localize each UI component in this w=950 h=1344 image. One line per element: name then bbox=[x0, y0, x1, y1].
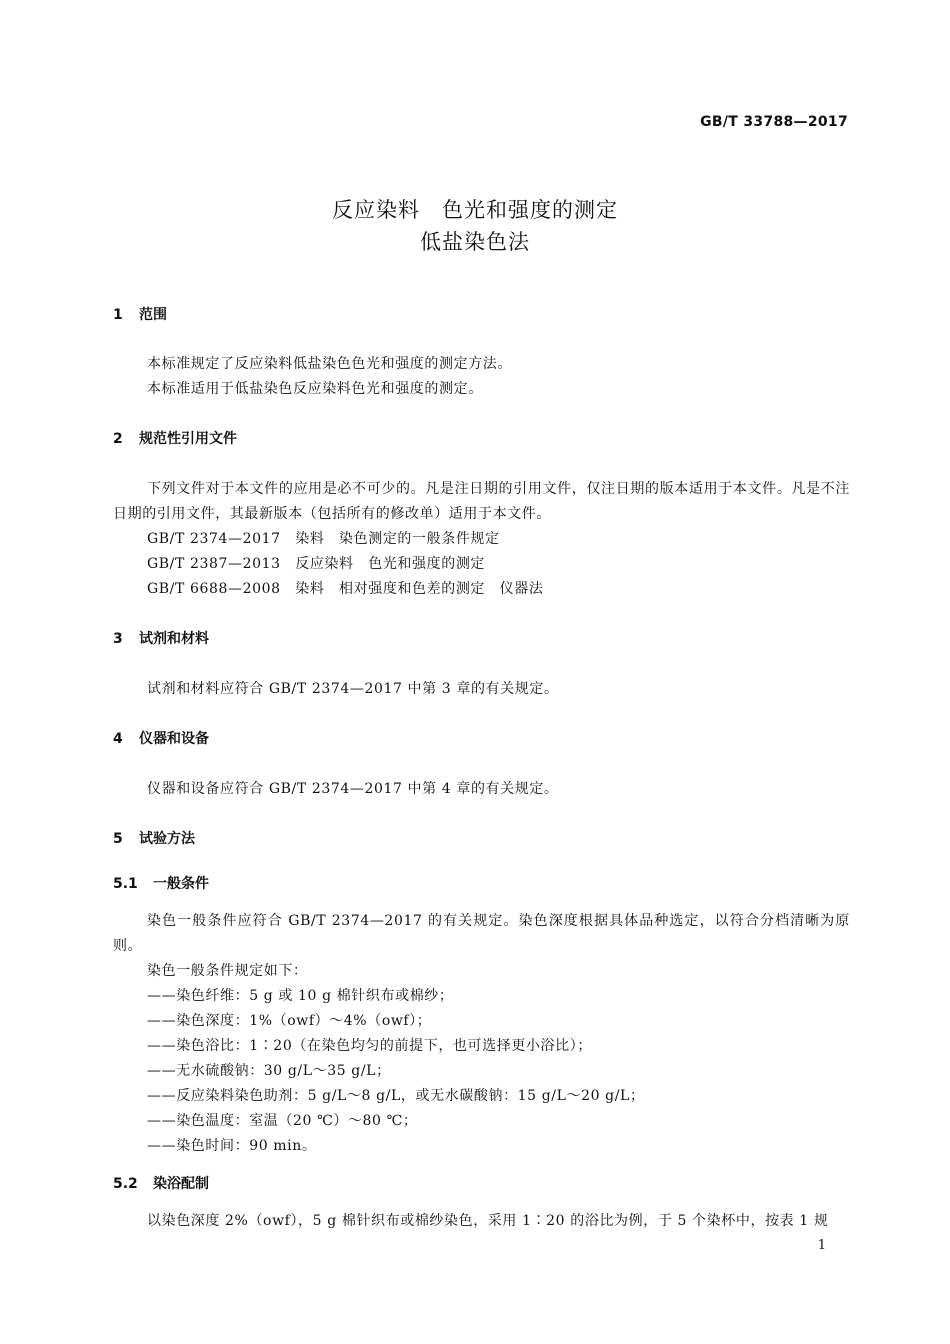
paragraph: 下列文件对于本文件的应用是必不可少的。凡是注日期的引用文件，仅注日期的版本适用于本文件。凡是不注日期的引用文件，其最新版本（包括所有的修改单）适用于本文件。 bbox=[113, 481, 850, 522]
section-3-body bbox=[113, 677, 850, 702]
list-item: ——染色深度：1%（owf）～4%（owf）； bbox=[147, 1013, 432, 1029]
document-title bbox=[0, 194, 950, 258]
paragraph: 染色一般条件规定如下： bbox=[147, 963, 308, 979]
section-title: 规范性引用文件 bbox=[139, 431, 237, 447]
section-3-heading bbox=[113, 629, 850, 649]
paragraph: 以染色深度 2%（owf），5 g 棉针织布或棉纱染色，采用 1∶20 的浴比为例，于 5 个染杯中，按表 1 规 bbox=[147, 1213, 829, 1229]
page-number: 1 bbox=[817, 1238, 826, 1253]
section-number: 5 bbox=[113, 831, 123, 847]
paragraph: 本标准适用于低盐染色反应染料色光和强度的测定。 bbox=[147, 381, 483, 397]
section-1-heading bbox=[113, 305, 850, 325]
section-5-2-heading bbox=[113, 1174, 850, 1194]
paragraph: 本标准规定了反应染料低盐染色色光和强度的测定方法。 bbox=[147, 356, 512, 372]
list-item: ——染色温度：室温（20 ℃）～80 ℃； bbox=[147, 1113, 418, 1129]
section-5-1-heading bbox=[113, 874, 850, 894]
section-2-body bbox=[113, 477, 850, 602]
list-item: ——反应染料染色助剂：5 g/L～8 g/L，或无水碳酸钠：15 g/L～20 g/L； bbox=[147, 1088, 645, 1104]
title-line-1: 反应染料 色光和强度的测定 bbox=[332, 198, 618, 222]
section-title: 一般条件 bbox=[153, 876, 209, 892]
list-item: ——染色纤维：5 g 或 10 g 棉针织布或棉纱； bbox=[147, 988, 454, 1004]
section-4-heading bbox=[113, 729, 850, 749]
section-2-heading bbox=[113, 429, 850, 449]
section-title: 试剂和材料 bbox=[139, 631, 209, 647]
standard-number-header: GB/T 33788—2017 bbox=[700, 114, 848, 130]
section-1-body bbox=[113, 352, 850, 402]
paragraph: 染色一般条件应符合 GB/T 2374—2017 的有关规定。染色深度根据具体品种选定，以符合分档清晰为原则。 bbox=[113, 913, 850, 954]
section-number: 2 bbox=[113, 431, 123, 447]
section-title: 试验方法 bbox=[139, 831, 195, 847]
reference-item: GB/T 2387—2013 反应染料 色光和强度的测定 bbox=[147, 556, 486, 572]
reference-item: GB/T 6688—2008 染料 相对强度和色差的测定 仪器法 bbox=[147, 581, 544, 597]
section-5-2-body bbox=[113, 1209, 850, 1234]
section-title: 范围 bbox=[139, 307, 167, 323]
title-line-2: 低盐染色法 bbox=[420, 230, 530, 254]
section-4-body bbox=[113, 777, 850, 802]
section-5-1-body bbox=[113, 909, 850, 1159]
list-item: ——染色浴比：1∶20（在染色均匀的前提下，也可选择更小浴比）； bbox=[147, 1038, 592, 1054]
section-number: 1 bbox=[113, 307, 123, 323]
list-item: ——染色时间：90 min。 bbox=[147, 1138, 317, 1154]
list-item: ——无水硫酸钠：30 g/L～35 g/L； bbox=[147, 1063, 391, 1079]
section-title: 染浴配制 bbox=[153, 1176, 209, 1192]
section-title: 仪器和设备 bbox=[139, 731, 209, 747]
section-number: 3 bbox=[113, 631, 123, 647]
section-5-heading bbox=[113, 829, 850, 849]
reference-item: GB/T 2374—2017 染料 染色测定的一般条件规定 bbox=[147, 531, 500, 547]
section-number: 4 bbox=[113, 731, 123, 747]
paragraph: 试剂和材料应符合 GB/T 2374—2017 中第 3 章的有关规定。 bbox=[147, 681, 559, 697]
paragraph: 仪器和设备应符合 GB/T 2374—2017 中第 4 章的有关规定。 bbox=[147, 781, 559, 797]
section-number: 5.2 bbox=[113, 1176, 138, 1192]
section-number: 5.1 bbox=[113, 876, 138, 892]
